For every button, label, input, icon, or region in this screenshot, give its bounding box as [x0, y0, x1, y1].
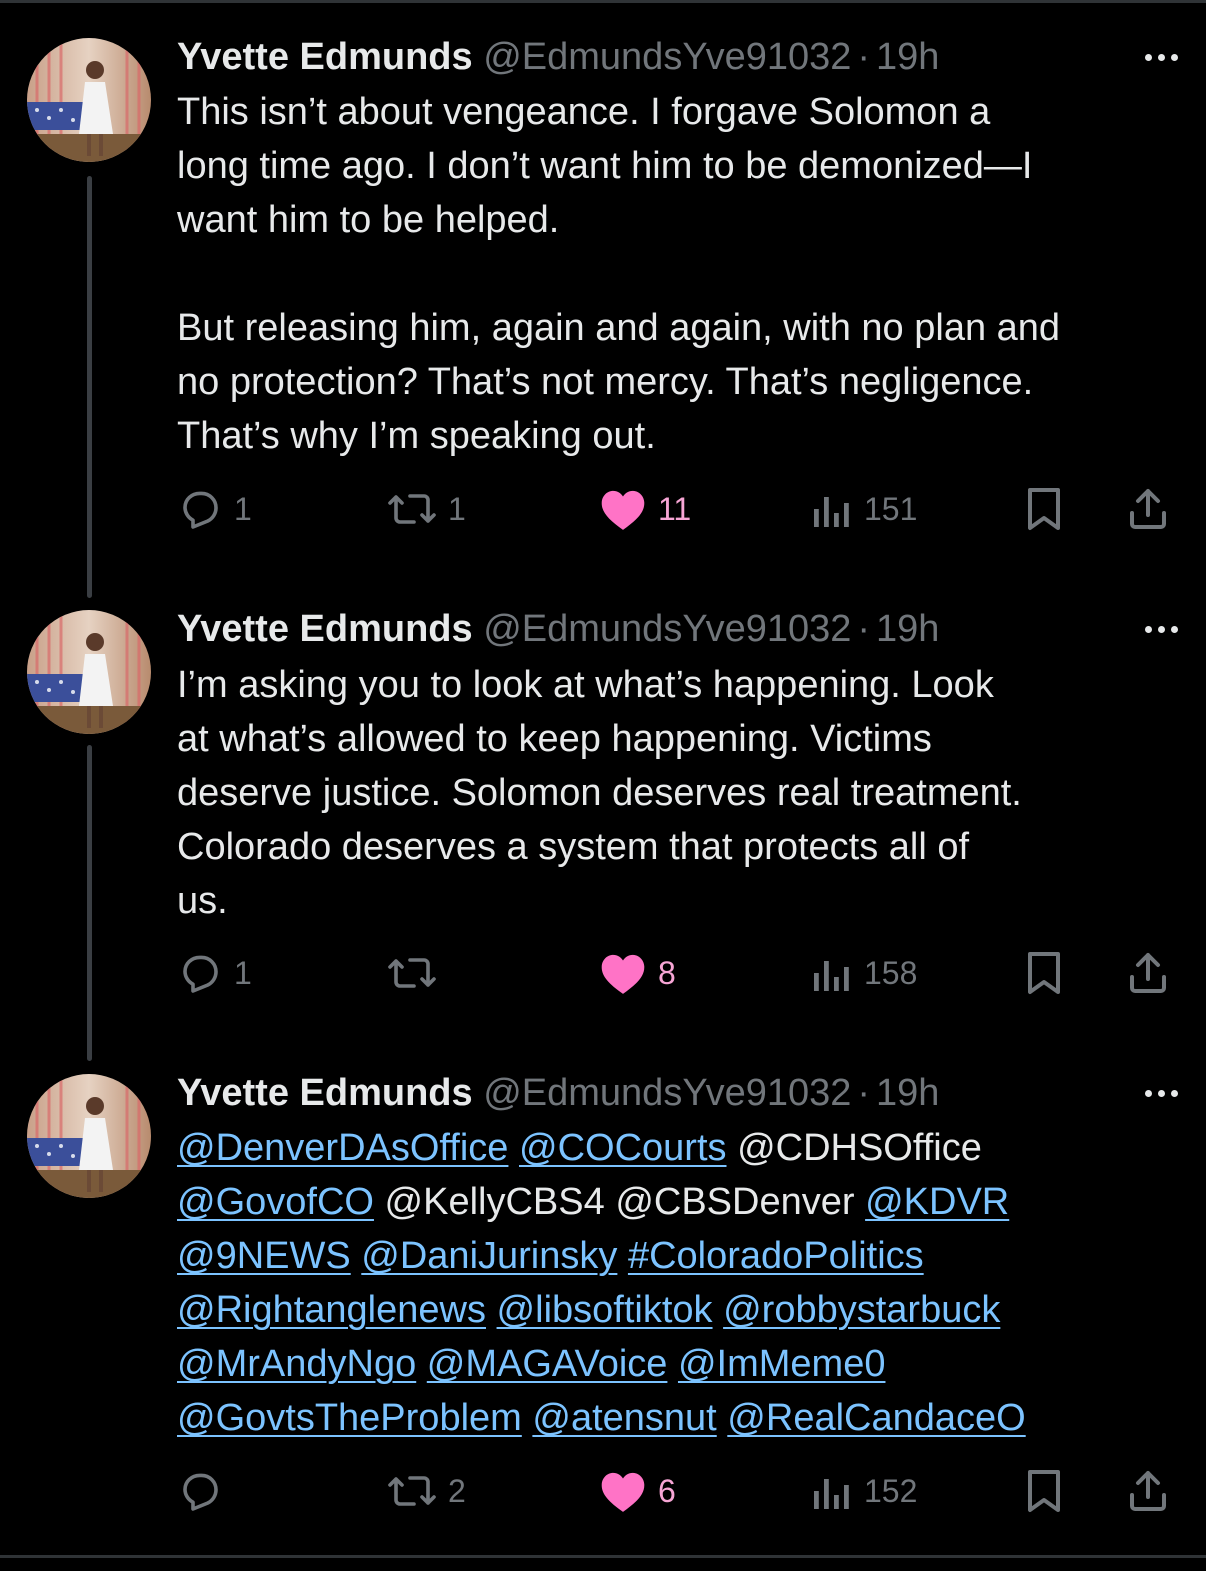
- tweet-text: This isn’t about vengeance. I forgave Solomon a long time ago. I don’t want him to be demonized—I want him to be helped. But releasing him, again and again, with no plan and no protection? That’s not mercy. That’s negligence. That’s why I’m speaking out.: [177, 91, 1061, 457]
- action-bar: [0, 479, 1206, 539]
- views-button[interactable]: [810, 479, 917, 539]
- bookmark-icon: [1022, 1467, 1066, 1515]
- share-button[interactable]: [1124, 1461, 1172, 1521]
- bookmark-button[interactable]: [1022, 943, 1066, 1003]
- repost-icon: [386, 1467, 438, 1515]
- heart-filled-icon: [598, 1467, 648, 1515]
- tweet-text: [177, 1121, 1177, 1445]
- mention-link[interactable]: @9NEWS: [177, 1235, 351, 1277]
- reply-count: 1: [234, 954, 252, 991]
- bottom-divider: [0, 1555, 1206, 1558]
- author-handle[interactable]: @EdmundsYve91032: [483, 608, 852, 650]
- mention-link[interactable]: #ColoradoPolitics: [627, 1235, 924, 1277]
- timestamp[interactable]: 19h: [876, 36, 940, 78]
- mention-link[interactable]: @MAGAVoice: [426, 1343, 668, 1385]
- timestamp[interactable]: 19h: [876, 608, 940, 650]
- views-icon: [810, 949, 854, 997]
- mention-text: @CDHSOffice: [737, 1127, 982, 1169]
- bookmark-button[interactable]: [1022, 1461, 1066, 1521]
- like-button[interactable]: [598, 479, 691, 539]
- tweet-header: [177, 1071, 1182, 1115]
- author-name[interactable]: Yvette Edmunds: [177, 608, 473, 650]
- reply-button[interactable]: [176, 1461, 234, 1521]
- tweet-header: [177, 35, 1182, 79]
- share-button[interactable]: [1124, 479, 1172, 539]
- mention-link[interactable]: @robbystarbuck: [723, 1289, 1001, 1331]
- reply-icon: [176, 1467, 224, 1515]
- mention-text: @KellyCBS4: [384, 1181, 605, 1223]
- views-icon: [810, 485, 854, 533]
- heart-filled-icon: [598, 485, 648, 533]
- mention-link[interactable]: @libsoftiktok: [496, 1289, 713, 1331]
- share-button[interactable]: [1124, 943, 1172, 1003]
- avatar[interactable]: [27, 1074, 151, 1198]
- more-options-icon[interactable]: [1138, 35, 1184, 79]
- tweet-header: [177, 607, 1182, 651]
- share-icon: [1124, 949, 1172, 997]
- timestamp[interactable]: 19h: [876, 1072, 940, 1114]
- mention-link[interactable]: @GovtsTheProblem: [177, 1397, 522, 1439]
- mention-link[interactable]: @MrAndyNgo: [177, 1343, 417, 1385]
- repost-count: 1: [448, 490, 466, 527]
- views-button[interactable]: [810, 1461, 917, 1521]
- action-bar: [0, 1461, 1206, 1521]
- mention-link[interactable]: @GovofCO: [177, 1181, 374, 1223]
- tweet-text: I’m asking you to look at what’s happening. Look at what’s allowed to keep happening. Victims deserve justice. Solomon deserves real treatment. Colorado deserves a system that protects all of us.: [177, 664, 1022, 922]
- mention-link[interactable]: @atensnut: [532, 1397, 717, 1439]
- author-name[interactable]: Yvette Edmunds: [177, 36, 473, 78]
- views-button[interactable]: [810, 943, 917, 1003]
- thread-connector-line: [87, 745, 92, 1061]
- mention-link[interactable]: @Rightanglenews: [177, 1289, 486, 1331]
- bookmark-button[interactable]: [1022, 479, 1066, 539]
- repost-button[interactable]: [386, 479, 466, 539]
- mention-link[interactable]: @DenverDAsOffice: [177, 1127, 509, 1169]
- like-button[interactable]: [598, 943, 676, 1003]
- like-count: 8: [658, 954, 676, 991]
- time-separator: ·: [857, 1072, 871, 1114]
- views-icon: [810, 1467, 854, 1515]
- share-icon: [1124, 485, 1172, 533]
- more-options-icon[interactable]: [1138, 1071, 1184, 1115]
- views-count: 158: [864, 954, 918, 991]
- bookmark-icon: [1022, 949, 1066, 997]
- time-separator: ·: [857, 608, 871, 650]
- mention-link[interactable]: @DaniJurinsky: [361, 1235, 618, 1277]
- mention-link[interactable]: @KDVR: [865, 1181, 1010, 1223]
- mention-link[interactable]: @ImMeme0: [677, 1343, 886, 1385]
- reply-icon: [176, 949, 224, 997]
- mention-link[interactable]: @COCourts: [519, 1127, 727, 1169]
- like-count: 11: [658, 490, 692, 527]
- author-name[interactable]: Yvette Edmunds: [177, 1072, 473, 1114]
- more-options-icon[interactable]: [1138, 607, 1184, 651]
- repost-count: 2: [448, 1472, 466, 1509]
- bookmark-icon: [1022, 485, 1066, 533]
- repost-icon: [386, 949, 438, 997]
- top-divider: [0, 0, 1206, 3]
- views-count: 151: [864, 490, 918, 527]
- mention-link[interactable]: @RealCandaceO: [727, 1397, 1026, 1439]
- reply-icon: [176, 485, 224, 533]
- time-separator: ·: [857, 36, 871, 78]
- like-button[interactable]: [598, 1461, 676, 1521]
- avatar[interactable]: [27, 610, 151, 734]
- reply-button[interactable]: [176, 479, 252, 539]
- avatar[interactable]: [27, 38, 151, 162]
- reply-count: 1: [234, 490, 252, 527]
- author-handle[interactable]: @EdmundsYve91032: [483, 1072, 852, 1114]
- repost-button[interactable]: [386, 943, 448, 1003]
- mention-text: @CBSDenver: [615, 1181, 855, 1223]
- action-bar: [0, 943, 1206, 1003]
- heart-filled-icon: [598, 949, 648, 997]
- repost-icon: [386, 485, 438, 533]
- views-count: 152: [864, 1472, 918, 1509]
- like-count: 6: [658, 1472, 676, 1509]
- repost-button[interactable]: [386, 1461, 466, 1521]
- reply-button[interactable]: [176, 943, 252, 1003]
- share-icon: [1124, 1467, 1172, 1515]
- author-handle[interactable]: @EdmundsYve91032: [483, 36, 852, 78]
